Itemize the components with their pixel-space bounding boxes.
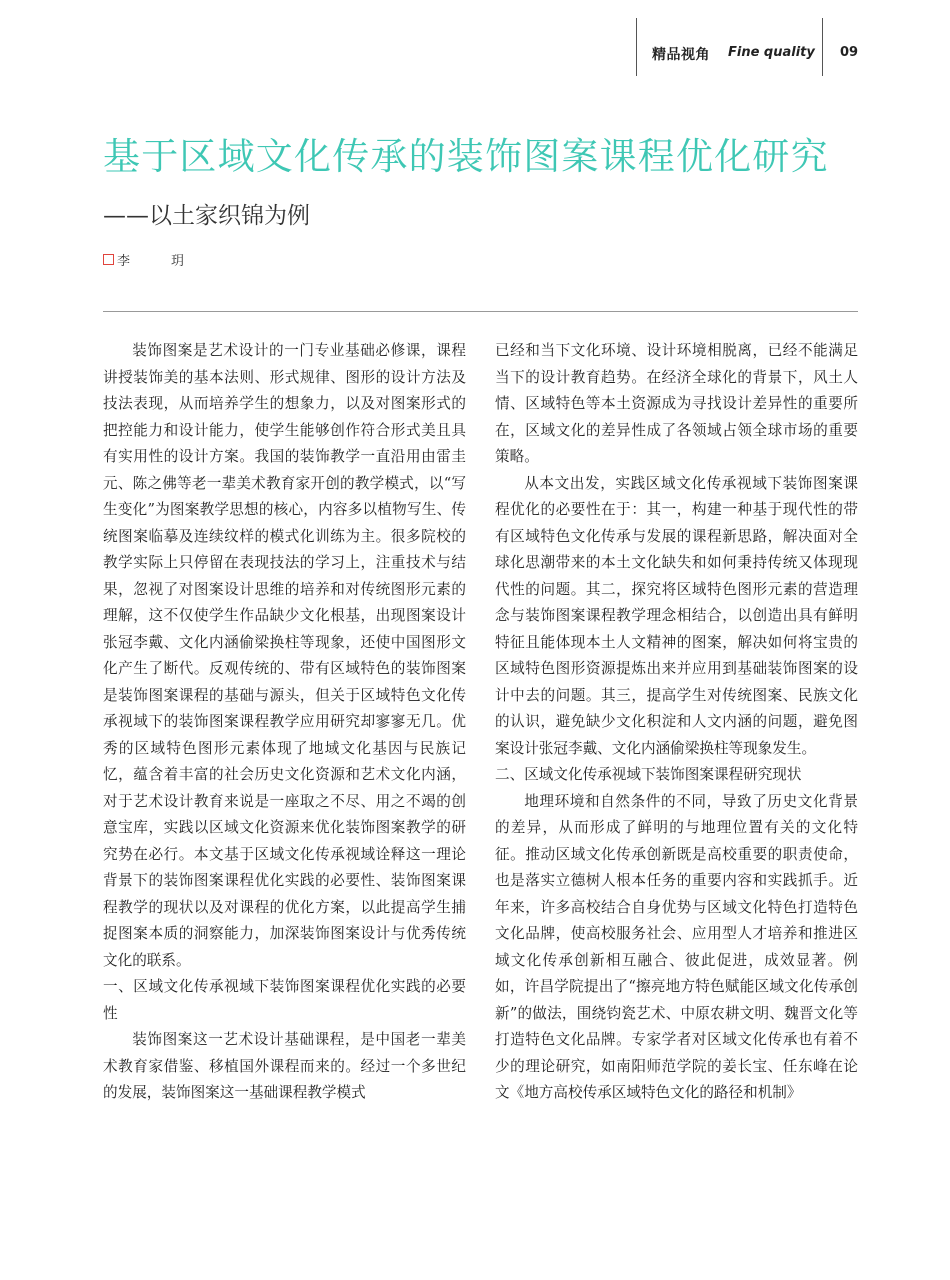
body-paragraph: 从本文出发，实践区域文化传承视域下装饰图案课程优化的必要性在于：其一，构建一种基于现代性的带有区域特色文化传承与发展的课程新思路，解决面对全球化思潮带来的本土文化缺失和如何秉持传统又体现现代性的问题。其二，探究将区域特色图形元素的营造理念与装饰图案课程教学理念相结合，以创造出具有鲜明特征且能体现本土人文精神的图案，解决如何将宝贵的区域特色图形资源提炼出来并应用到基础装饰图案的设计中去的问题。其三，提高学生对传统图案、民族文化的认识，避免缺少文化积淀和人文内涵的问题，避免图案设计张冠李戴、文化内涵偷梁换柱等现象发生。 xyxy=(495,474,858,757)
header-section-english: Fine quality xyxy=(728,45,815,60)
header-divider-left xyxy=(636,18,637,76)
section-heading: 一、区域文化传承视域下装饰图案课程优化实践的必要性 xyxy=(103,978,466,1022)
page-number: 09 xyxy=(840,45,859,60)
left-column xyxy=(103,338,466,1107)
right-column xyxy=(495,338,858,1107)
body-paragraph: 装饰图案是艺术设计的一门专业基础必修课，课程讲授装饰美的基本法则、形式规律、图形的设计方法及技法表现，从而培养学生的想象力，以及对图案形式的把控能力和设计能力，使学生能够创作符合形式美且具有实用性的设计方案。我国的装饰教学一直沿用由雷圭元、陈之佛等老一辈美术教育家开创的教学模式，以“写生变化”为图案教学思想的核心，内容多以植物写生、传统图案临摹及连续纹样的模式化训练为主。很多院校的教学实际上只停留在表现技法的学习上，注重技术与结果，忽视了对图案设计思维的培养和对传统图形元素的理解，这不仅使学生作品缺少文化根基，出现图案设计张冠李戴、文化内涵偷梁换柱等现象，还使中国图形文化产生了断代。反观传统的、带有区域特色的装饰图案是装饰图案课程的基础与源头，但关于区域特色文化传承视域下的装饰图案课程教学应用研究却寥寥无几。优秀的区域特色图形元素体现了地域文化基因与民族记忆，蕴含着丰富的社会历史文化资源和艺术文化内涵，对于艺术设计教育来说是一座取之不尽、用之不竭的创意宝库，实践以区域文化资源来优化装饰图案教学的研究势在必行。本文基于区域文化传承视域诠释这一理论背景下的装饰图案课程优化实践的必要性、装饰图案课程教学的现状以及对课程的优化方案，以此提高学生捕捉图案本质的洞察能力，加深装饰图案设计与优秀传统文化的联系。 xyxy=(103,342,466,969)
author-marker-icon xyxy=(103,254,114,265)
body-paragraph-continuation: 已经和当下文化环境、设计环境相脱离，已经不能满足当下的设计教育趋势。在经济全球化的背景下，风土人情、区域特色等本土资源成为寻找设计差异性的重要所在，区域文化的差异性成了各领域占领全球市场的重要策略。 xyxy=(495,342,858,465)
section-heading: 二、区域文化传承视域下装饰图案课程研究现状 xyxy=(495,766,802,783)
article-subtitle: ——以土家织锦为例 xyxy=(103,203,310,229)
author-name: 李 玥 xyxy=(117,254,199,269)
author-line xyxy=(103,250,198,269)
body-paragraph: 地理环境和自然条件的不同，导致了历史文化背景的差异，从而形成了鲜明的与地理位置有关的文化特征。推动区域文化传承创新既是高校重要的职责使命，也是落实立德树人根本任务的重要内容和实践抓手。近年来，许多高校结合自身优势与区域文化特色打造特色文化品牌，使高校服务社会、应用型人才培养和推进区域文化传承创新相互融合、彼此促进，成效显著。例如，许昌学院提出了“擦亮地方特色赋能区域文化传承创新”的做法，围绕钧瓷艺术、中原农耕文明、魏晋文化等打造特色文化品牌。专家学者对区域文化传承也有着不少的理论研究，如南阳师范学院的姜长宝、任东峰在论文《地方高校传承区域特色文化的路径和机制》 xyxy=(495,792,858,1101)
body-paragraph: 装饰图案这一艺术设计基础课程，是中国老一辈美术教育家借鉴、移植国外课程而来的。经过一个多世纪的发展，装饰图案这一基础课程教学模式 xyxy=(103,1031,466,1101)
article-title: 基于区域文化传承的装饰图案课程优化研究 xyxy=(103,135,829,178)
header-section-label: 精品视角 xyxy=(652,47,710,63)
title-divider xyxy=(103,311,858,312)
header-divider-right xyxy=(822,18,823,76)
